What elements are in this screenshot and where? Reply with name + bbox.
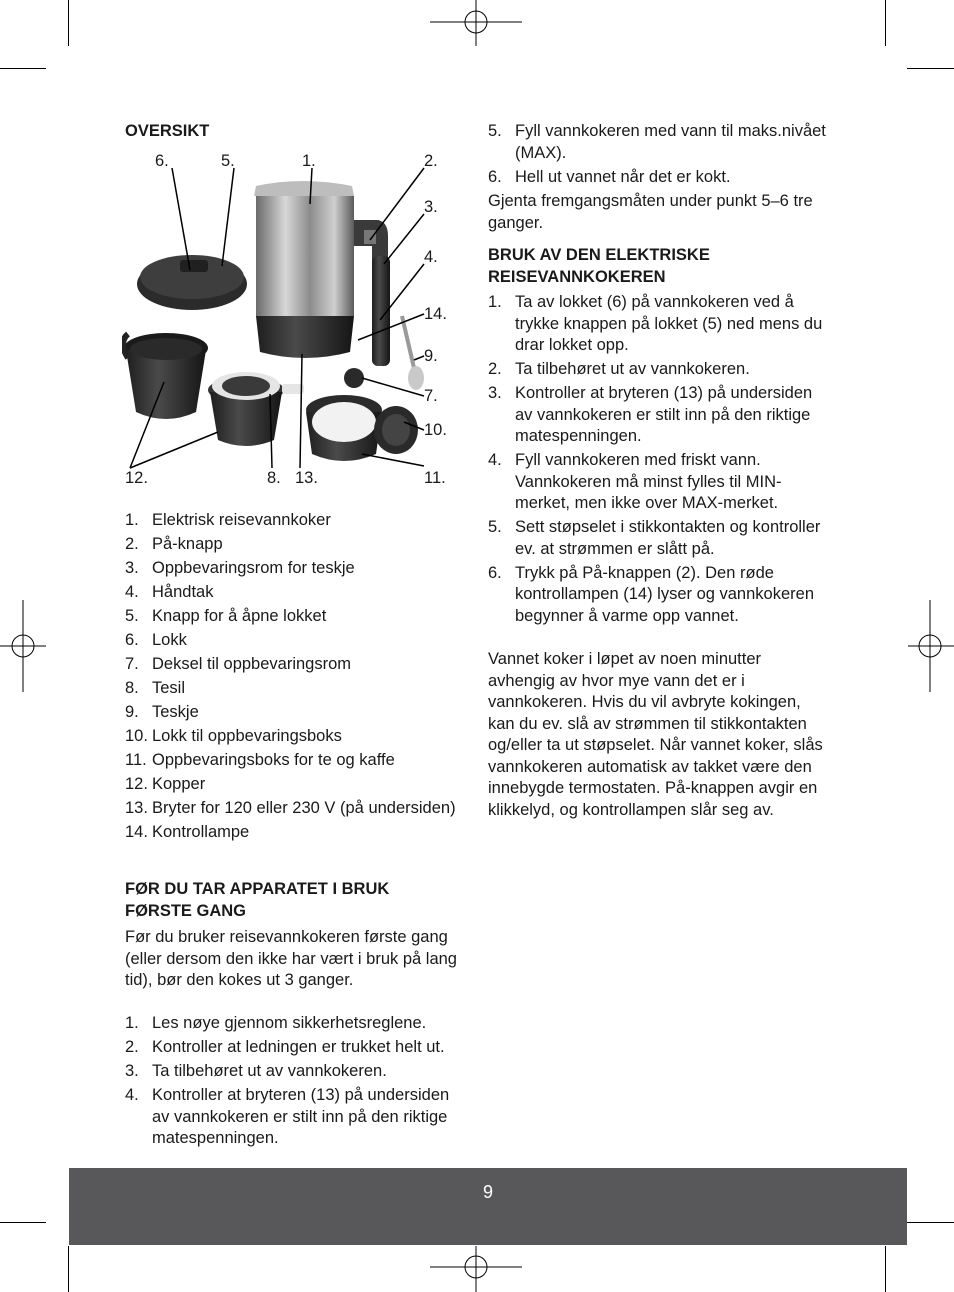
figure-label-10: 10.	[424, 421, 447, 439]
figure-label-4: 4.	[424, 248, 438, 266]
figure-label-3: 3.	[424, 198, 438, 216]
first-use-steps	[125, 1013, 470, 1152]
list-item: 4. Kontroller at bryteren (13) på undersiden av vannkokeren er stilt inn på den riktige matespenningen.	[125, 1086, 450, 1147]
list-item: 13. Bryter for 120 eller 230 V (på undersiden)	[125, 799, 456, 817]
registration-mark-top	[428, 0, 524, 46]
list-item: 3. Kontroller at bryteren (13) på undersiden av vannkokeren er stilt inn på den riktige matespenningen.	[488, 384, 813, 445]
figure-label-6: 6.	[155, 152, 169, 170]
figure-label-11: 11.	[424, 469, 446, 487]
parts-list	[125, 510, 470, 846]
figure-label-13: 13.	[295, 469, 318, 487]
list-item: 10. Lokk til oppbevaringsboks	[125, 727, 342, 745]
list-item: 3. Oppbevaringsrom for teskje	[125, 559, 355, 577]
first-use-heading: FØR DU TAR APPARATET I BRUK FØRSTE GANG	[125, 880, 390, 920]
first-use-steps-continued	[488, 121, 828, 191]
registration-mark-bottom	[428, 1246, 524, 1292]
figure-label-5: 5.	[221, 152, 235, 170]
list-item: 4. Håndtak	[125, 583, 214, 601]
list-item: 6. Hell ut vannet når det er kokt.	[488, 167, 731, 186]
usage-heading: BRUK AV DEN ELEKTRISKE REISEVANNKOKEREN	[488, 246, 710, 286]
figure-label-14: 14.	[424, 305, 447, 323]
figure-label-1: 1.	[302, 152, 316, 170]
list-item: 9. Teskje	[125, 703, 199, 721]
usage-steps	[488, 292, 828, 630]
list-item: 11. Oppbevaringsboks for te og kaffe	[125, 751, 395, 769]
list-item: 4. Fyll vannkokeren med friskt vann. Vannkokeren må minst fylles til MIN-merket, men ikke over MAX-merket.	[488, 451, 782, 512]
list-item: 14. Kontrollampe	[125, 823, 250, 841]
list-item: 7. Deksel til oppbevaringsrom	[125, 655, 352, 673]
list-item: 2. Kontroller at ledningen er trukket helt ut.	[125, 1038, 445, 1056]
figure-label-12: 12.	[125, 469, 148, 487]
registration-mark-right	[908, 598, 954, 694]
figure-label-8: 8.	[267, 469, 281, 487]
list-item: 5. Knapp for å åpne lokket	[125, 607, 327, 625]
repeat-instruction: Gjenta fremgangsmåten under punkt 5–6 tre ganger.	[488, 192, 813, 232]
list-item: 1. Ta av lokket (6) på vannkokeren ved å trykke knappen på lokket (5) ned mens du drar lokket opp.	[488, 293, 823, 354]
page-number: 9	[482, 1182, 493, 1202]
first-use-intro: Før du bruker reisevannkokeren første gang (eller dersom den ikke har vært i bruk på lang tid), bør den kokes ut 3 ganger.	[125, 928, 457, 989]
registration-mark-left	[0, 598, 46, 694]
footer-bar	[69, 1168, 907, 1245]
list-item: 2. Ta tilbehøret ut av vannkokeren.	[488, 360, 750, 378]
list-item: 6. Lokk	[125, 631, 187, 649]
list-item: 5. Fyll vannkokeren med vann til maks.nivået (MAX).	[488, 122, 826, 162]
list-item: 2. På-knapp	[125, 535, 223, 553]
list-item: 12. Kopper	[125, 775, 206, 793]
figure-label-7: 7.	[424, 387, 438, 405]
figure-label-9: 9.	[424, 347, 438, 365]
list-item: 5. Sett støpselet i stikkontakten og kontroller ev. at strømmen er slått på.	[488, 518, 821, 558]
list-item: 1. Elektrisk reisevannkoker	[125, 511, 331, 529]
list-item: 8. Tesil	[125, 679, 186, 697]
figure-label-2: 2.	[424, 152, 438, 170]
list-item: 6. Trykk på På-knappen (2). Den røde kontrollampen (14) lyser og vannkokeren begynner å varme opp vannet.	[488, 563, 814, 625]
list-item: 1. Les nøye gjennom sikkerhetsreglene.	[125, 1014, 427, 1032]
overview-heading: OVERSIKT	[125, 122, 210, 140]
product-figure	[122, 146, 454, 488]
list-item: 3. Ta tilbehøret ut av vannkokeren.	[125, 1062, 387, 1080]
usage-closing-paragraph: Vannet koker i løpet av noen minutter avhengig av hvor mye vann det er i vannkokeren. Hvis du vil avbryte kokingen, kan du ev. slå av strømmen til stikkontakten og/eller ta ut støpselet. Når vannet koker, slås vannkokeren automatisk av takket være den innebygde termostaten. På-knappen avgir en klikkelyd, og kontrollampen slår seg av.	[488, 650, 823, 819]
kettle-illustration	[122, 146, 454, 488]
